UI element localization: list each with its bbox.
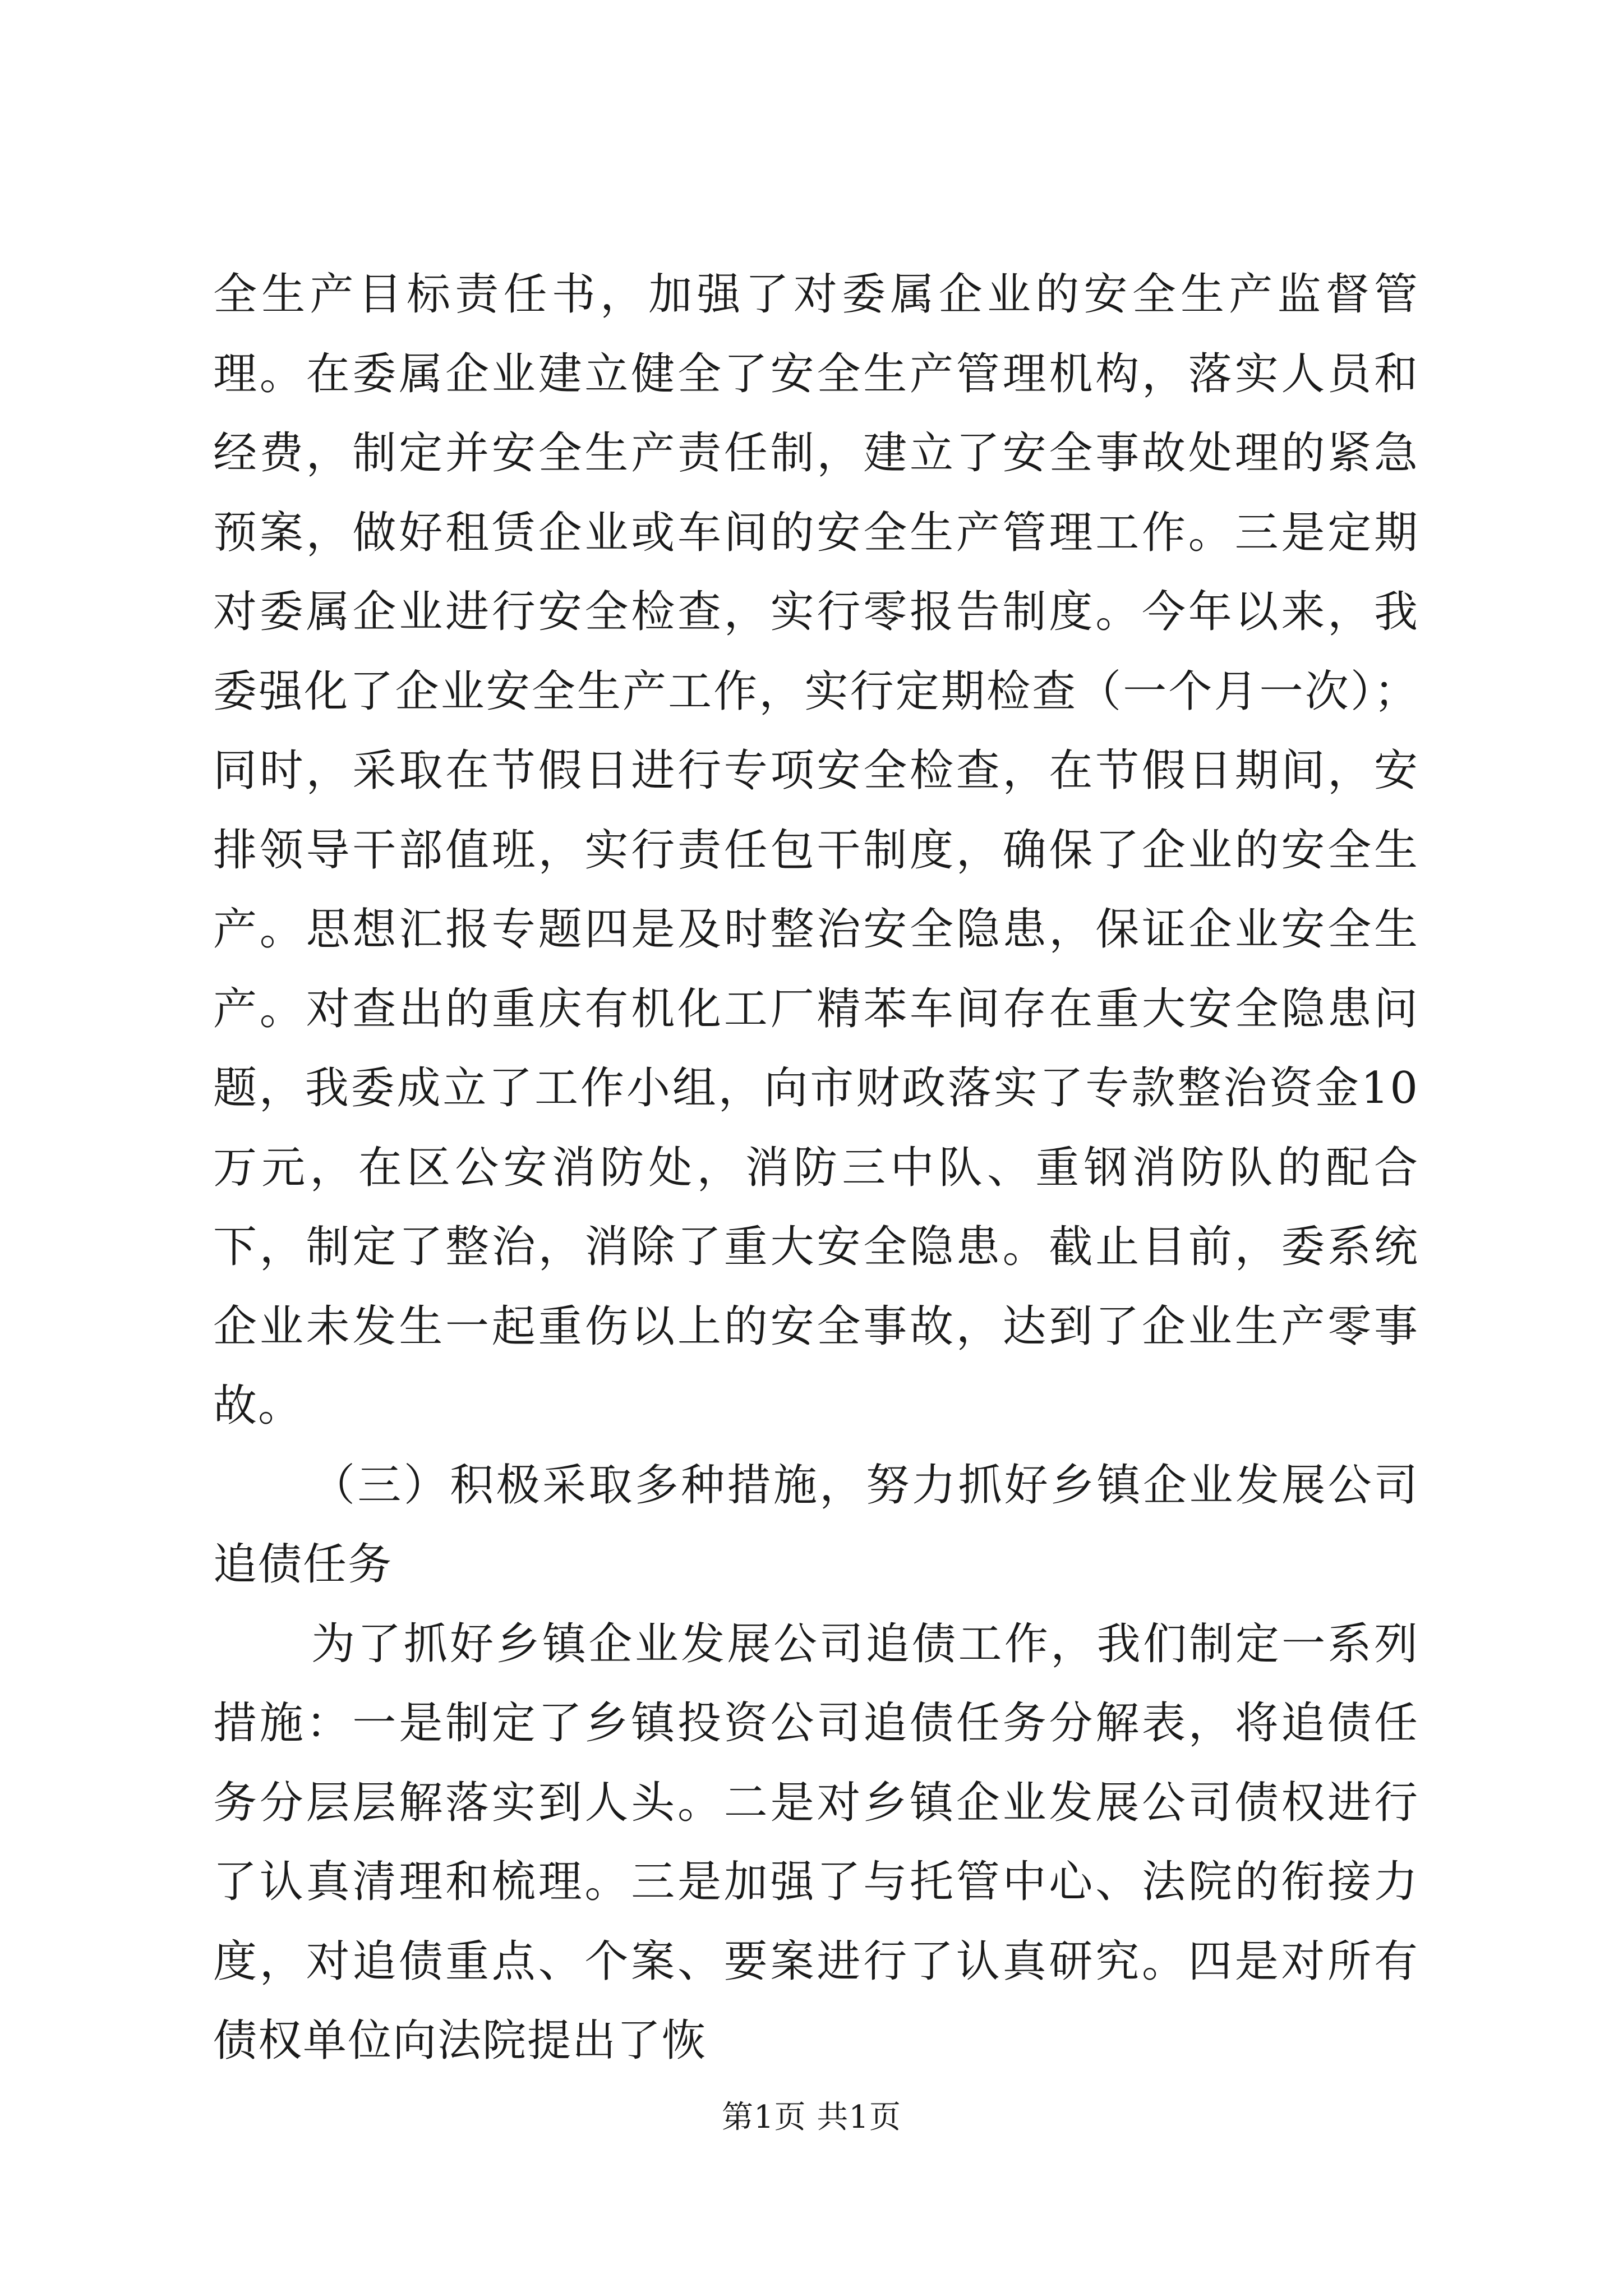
document-body bbox=[213, 255, 1419, 2081]
page-footer: 第1页 共1页 bbox=[721, 2099, 902, 2136]
section-heading: （三）积极采取多种措施，努力抓好乡镇企业发展公司追债任务 bbox=[213, 1460, 1419, 1590]
paragraph-continuation: 全生产目标责任书，加强了对委属企业的安全生产监督管理。在委属企业建立健全了安全生产管理机构，落实人员和经费，制定并安全生产责任制，建立了安全事故处理的紧急预案，做好租赁企业或车间的安全生产管理工作。三是定期对委属企业进行安全检查，实行零报告制度。今年以来，我委强化了企业安全生产工作，实行定期检查（一个月一次）；同时，采取在节假日进行专项安全检查，在节假日期间，安排领导干部值班，实行责任包干制度，确保了企业的安全生产。思想汇报专题四是及时整治安全隐患，保证企业安全生产。对查出的重庆有机化工厂精苯车间存在重大安全隐患问题，我委成立了工作小组，向市财政落实了专款整治资金10万元，在区公安消防处，消防三中队、重钢消防队的配合下，制定了整治，消除了重大安全隐患。截止目前，委系统企业未发生一起重伤以上的安全事故，达到了企业生产零事故。 bbox=[213, 269, 1419, 1431]
paragraph-body: 为了抓好乡镇企业发展公司追债工作，我们制定一系列措施：一是制定了乡镇投资公司追债任务分解表，将追债任务分层层解落实到人头。二是对乡镇企业发展公司债权进行了认真清理和梳理。三是加强了与托管中心、法院的衔接力度，对追债重点、个案、要案进行了认真研究。四是对所有债权单位向法院提出了恢 bbox=[213, 1618, 1419, 2066]
